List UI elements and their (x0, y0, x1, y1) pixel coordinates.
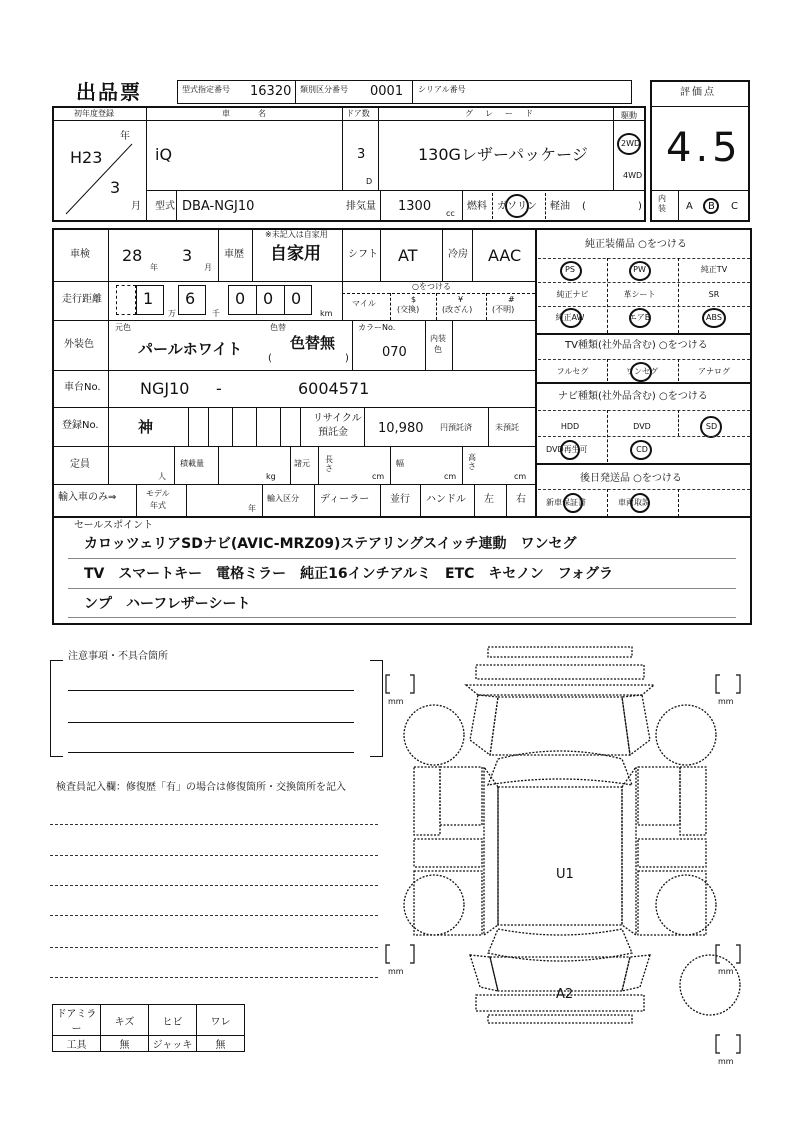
car-name-label: 車名 (222, 109, 294, 118)
fuel-gasoline: ガソリン (497, 201, 537, 212)
inspection-year: 28 (122, 246, 143, 265)
ac-value: AAC (488, 246, 522, 265)
damage-u1: U1 (556, 867, 574, 882)
mileage-label: 走行距離 (62, 294, 102, 305)
drive-4wd: 4WD (623, 171, 643, 180)
drive-label: 駆動 (621, 111, 637, 120)
import-right: 右 (516, 494, 526, 505)
shift-value: AT (398, 246, 418, 265)
reg-month: 3 (110, 178, 121, 197)
length-unit: cm (372, 472, 385, 481)
damage-a2: A2 (556, 987, 574, 1002)
equipment-abs: ABS (706, 313, 722, 322)
inspection-label: 車検 (70, 249, 90, 260)
tv-oneseg: ワンセグ (626, 367, 658, 376)
car-diagram (370, 635, 760, 1075)
docs-label: 後日発送品 ○をつける (580, 473, 682, 484)
tools-cell: ドアミラー (53, 1005, 101, 1036)
doors-value: 3 (357, 147, 366, 162)
mm-label: mm (388, 967, 404, 976)
aw-circle (560, 308, 582, 328)
mm-label: mm (718, 697, 734, 706)
navi-cd: CD (636, 445, 648, 454)
navi-dvd-play: DVD再生可 (546, 445, 588, 454)
mileage-circle-note: ○をつける (412, 282, 451, 291)
color-orig-label: 元色 (115, 323, 131, 332)
sales-line-3: ンプ ハーフレザーシート (84, 596, 251, 612)
import-year: 年 (248, 504, 256, 513)
notes-label: 注意事項・不具合箇所 (68, 651, 168, 662)
color-repaint-label: 色替 (270, 323, 286, 332)
ps-circle (560, 261, 582, 281)
chassis-number: 6004571 (298, 379, 370, 398)
mileage-exchange: (交換) (397, 305, 420, 314)
doors-label: ドア数 (346, 109, 370, 118)
fuel-paren-open: ( (582, 201, 586, 212)
tv-label: TV種類(社外品含む) ○をつける (565, 340, 708, 351)
length-label: 長さ (325, 455, 333, 473)
displacement-label: 排気量 (346, 201, 376, 212)
width-label: 幅 (396, 459, 404, 468)
width-unit: cm (444, 472, 457, 481)
mm-label: mm (718, 1057, 734, 1066)
import-parallel: 並行 (390, 494, 410, 505)
tv-fullseg: フルセグ (556, 367, 589, 376)
import-model-label-1: モデル (146, 489, 170, 498)
load-unit: kg (266, 472, 276, 481)
mm-label: mm (718, 967, 734, 976)
color-label: 外装色 (64, 339, 94, 350)
grade-value: 130Gレザーパッケージ (418, 145, 588, 164)
tools-cell: ワレ (197, 1005, 245, 1036)
chassis-label: 車台No. (64, 382, 101, 393)
equipment-pw: PW (633, 265, 646, 274)
displacement-unit: cc (446, 209, 455, 218)
oneseg-circle (630, 362, 652, 382)
fuel-paren-close: ) (638, 201, 642, 212)
cd-circle (630, 440, 652, 460)
reg-era: H23 (70, 148, 103, 167)
navi-label: ナビ種類(社外品含む) ○をつける (558, 391, 708, 402)
sales-line-1: カロッツェリアSDナビ(AVIC-MRZ09)ステアリングスイッチ連動 ワンセグ (84, 536, 577, 552)
mileage-digit-5: 0 (291, 289, 302, 308)
mileage-yen: ¥ (458, 295, 464, 304)
docs-manual: 車両取説 (618, 498, 650, 507)
interior-rating-c: C (731, 201, 738, 212)
mileage-unit: km (320, 309, 333, 318)
navi-hdd: HDD (560, 422, 580, 431)
import-left: 左 (484, 494, 494, 505)
interior-rating-a: A (686, 201, 693, 212)
capacity-person: 人 (158, 472, 166, 481)
height-label: 高さ (468, 453, 476, 471)
mileage-digit-1: 1 (143, 289, 154, 308)
import-label: 輸入車のみ⇒ (58, 492, 117, 503)
color-paren-close: ) (345, 353, 349, 364)
mileage-dollar: $ (411, 295, 417, 304)
rating-score: 4.5 (666, 125, 742, 171)
height-unit: cm (514, 472, 527, 481)
drive-2wd-circle (617, 133, 641, 155)
color-repaint: 色替無 (290, 334, 336, 352)
tools-table (52, 1004, 245, 1052)
inspection-year-unit: 年 (150, 263, 158, 272)
mileage-digit-3: 0 (235, 289, 246, 308)
mileage-kaizan: (改ざん) (442, 305, 473, 314)
equipment-aw: 純正AW (555, 313, 585, 322)
rating-label: 評価点 (680, 87, 716, 98)
capacity-label: 定員 (70, 459, 90, 470)
car-model: DBA-NGJ10 (182, 199, 255, 214)
use-note: ※未記入は自家用 (265, 230, 328, 239)
manual-circle (630, 493, 650, 513)
grade-label: グレード (465, 109, 545, 118)
interior-rating-label: 内装 (658, 194, 666, 213)
interior-color-label-1: 内装 (430, 334, 446, 343)
drive-2wd: 2WD (621, 139, 641, 148)
abs-circle (702, 308, 726, 328)
mileage-sen: 千 (212, 309, 220, 318)
tools-cell: ヒビ (149, 1005, 197, 1036)
inspector-label: 検査員記入欄：修復歴「有」の場合は修復箇所・交換箇所を記入 (56, 782, 346, 793)
sd-circle (700, 416, 722, 438)
tools-cell: キズ (101, 1005, 149, 1036)
equipment-leather: 革シート (623, 290, 656, 299)
tools-cell: 工具 (53, 1036, 101, 1052)
reg-label: 初年度登録 (74, 109, 114, 118)
page-title: 出品票 (76, 80, 142, 104)
pw-circle (629, 261, 651, 281)
equipment-sr: SR (708, 290, 720, 299)
shift-label: シフト (348, 249, 378, 260)
type-cert-label: 型式指定番号 (182, 85, 230, 94)
import-category-label: 輸入区分 (267, 494, 299, 503)
reg-slash (60, 140, 140, 220)
sales-label: セールスポイント (74, 520, 154, 531)
inspection-month: 3 (182, 246, 193, 265)
mileage-unknown: (不明) (492, 305, 515, 314)
header-id-box (177, 80, 632, 104)
gasoline-circle (505, 194, 529, 218)
recycle-unpaid: 未預託 (495, 423, 519, 432)
mileage-digit-2: 6 (185, 289, 196, 308)
recycle-label-1: リサイクル (313, 413, 362, 424)
sales-line-2: TV スマートキー 電格ミラー 純正16インチアルミ ETC キセノン フォグラ (84, 566, 614, 582)
navi-dvd: DVD (633, 422, 651, 431)
mileage-man: 万 (168, 309, 176, 318)
tools-cell: 無 (101, 1036, 149, 1052)
interior-color-label-2: 色 (434, 345, 442, 354)
color-code-label: カラーNo. (358, 323, 396, 332)
mileage-mile: マイル (352, 299, 376, 308)
dvd-play-circle (560, 440, 580, 460)
navi-sd: SD (705, 422, 718, 431)
import-dealer: ディーラー (320, 494, 370, 505)
interior-rating-b: B (708, 201, 715, 212)
recycle-value: 10,980 (378, 421, 424, 436)
dims-label: 諸元 (294, 459, 310, 468)
import-model-label-2: 年式 (150, 501, 166, 510)
color-orig: パールホワイト (138, 340, 243, 358)
doors-sub: D (366, 177, 373, 186)
model-label: 型式 (155, 201, 175, 212)
airbag-circle (629, 308, 651, 328)
warranty-circle (563, 493, 583, 513)
equipment-label: 純正装備品 ○をつける (585, 239, 687, 250)
type-cert-no: 16320 (250, 84, 292, 99)
fuel-light-oil: 軽油 (550, 201, 570, 212)
chassis-prefix: NGJ10 (140, 379, 190, 398)
reg-month-unit: 月 (131, 201, 141, 212)
fuel-label: 燃料 (467, 201, 487, 212)
serial-label: シリアル番号 (418, 85, 466, 94)
tools-cell: ジャッキ (149, 1036, 197, 1052)
mileage-sharp: # (508, 295, 515, 304)
ac-label: 冷房 (448, 249, 468, 260)
equipment-tv: 純正TV (700, 265, 728, 274)
import-handle: ハンドル (426, 494, 466, 505)
recycle-label-2: 預託金 (318, 427, 348, 438)
equipment-navi: 純正ナビ (556, 290, 589, 299)
registration-label: 登録No. (62, 420, 99, 431)
load-label: 積載量 (180, 459, 204, 468)
tools-cell: 無 (197, 1036, 245, 1052)
chassis-dash: - (216, 379, 222, 398)
color-code: 070 (382, 345, 407, 360)
inspection-month-unit: 月 (204, 263, 212, 272)
use-label: 車歴 (224, 249, 244, 260)
car-name: iQ (155, 145, 173, 164)
registration-value: 神 (138, 418, 154, 436)
class-no: 0001 (370, 84, 404, 99)
color-paren-open: ( (268, 353, 272, 364)
reg-year-unit: 年 (120, 131, 130, 142)
mm-label: mm (388, 697, 404, 706)
equipment-airbag: エアB (628, 313, 651, 322)
notes-bracket-left (50, 660, 63, 757)
tv-analog: アナログ (698, 367, 730, 376)
mileage-digit-4: 0 (263, 289, 274, 308)
class-label: 類別区分番号 (300, 85, 348, 94)
interior-b-circle (703, 198, 719, 214)
use-value: 自家用 (270, 244, 321, 264)
displacement-value: 1300 (398, 199, 432, 214)
docs-warranty: 新車保証書 (546, 498, 586, 507)
equipment-ps: PS (565, 265, 575, 274)
recycle-paid: 円預託済 (440, 423, 472, 432)
